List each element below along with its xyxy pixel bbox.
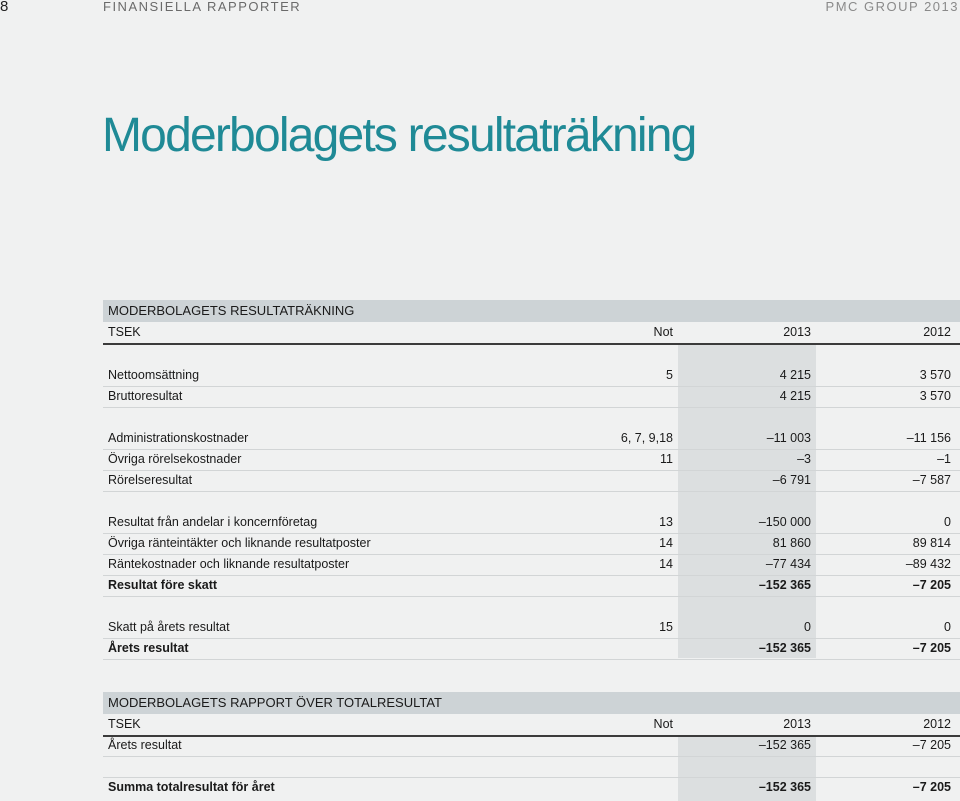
- row-value-2012: 0: [944, 620, 951, 634]
- table-heading: [103, 692, 960, 714]
- row-value-2013: 81 860: [772, 536, 811, 550]
- table-row: [103, 449, 960, 471]
- company-name: PMC GROUP 2013: [825, 0, 959, 14]
- row-value-2012: –11 156: [906, 431, 951, 445]
- column-header-row: [103, 714, 960, 737]
- column-header-not: Not: [653, 325, 673, 339]
- table-row: [103, 735, 960, 757]
- row-note: 14: [659, 557, 673, 571]
- table-heading: [103, 300, 960, 322]
- table-row: [103, 386, 960, 408]
- row-label: Resultat från andelar i koncernföretag: [108, 515, 318, 529]
- table-row: [103, 470, 960, 492]
- row-label: Övriga ränteintäkter och liknande resultatposter: [108, 536, 371, 550]
- row-label: Övriga rörelsekostnader: [108, 452, 242, 466]
- row-note: 6, 7, 9,18: [620, 431, 673, 445]
- column-header-2012: 2012: [923, 717, 951, 731]
- row-value-2013: 0: [804, 620, 811, 634]
- table-row: [103, 638, 960, 660]
- table-heading-text: MODERBOLAGETS RESULTATRÄKNING: [108, 303, 355, 318]
- row-value-2013: –152 365: [758, 641, 811, 655]
- section-name: FINANSIELLA RAPPORTER: [103, 0, 302, 14]
- row-value-2012: –7 587: [912, 473, 951, 487]
- table-row: [103, 777, 960, 798]
- row-label: Skatt på årets resultat: [108, 620, 230, 634]
- table-row: [103, 533, 960, 555]
- row-note: 5: [666, 368, 673, 382]
- row-value-2013: –11 003: [766, 431, 811, 445]
- table-row: [103, 428, 960, 450]
- column-header-label: TSEK: [108, 325, 141, 339]
- income-statement-table: [103, 300, 960, 658]
- column-header-2012: 2012: [923, 325, 951, 339]
- row-label: Resultat före skatt: [108, 578, 218, 592]
- row-value-2013: –77 434: [765, 557, 811, 571]
- column-header-label: TSEK: [108, 717, 141, 731]
- row-label: Årets resultat: [108, 641, 189, 655]
- row-value-2012: –1: [937, 452, 951, 466]
- column-header-row: [103, 322, 960, 345]
- column-header-2013: 2013: [783, 717, 811, 731]
- row-value-2012: –89 432: [905, 557, 951, 571]
- row-value-2013: –150 000: [758, 515, 811, 529]
- row-value-2012: –7 205: [912, 738, 951, 752]
- row-value-2013: 4 215: [779, 368, 811, 382]
- row-value-2013: –152 365: [758, 578, 811, 592]
- table-heading-text: MODERBOLAGETS RAPPORT ÖVER TOTALRESULTAT: [108, 695, 442, 710]
- row-value-2013: –152 365: [758, 738, 811, 752]
- column-header-not: Not: [653, 717, 673, 731]
- row-label: Administrationskostnader: [108, 431, 249, 445]
- row-value-2012: –7 205: [912, 780, 951, 794]
- row-value-2012: 89 814: [912, 536, 951, 550]
- table-row: [103, 512, 960, 534]
- row-label: Rörelseresultat: [108, 473, 193, 487]
- table-row: [103, 575, 960, 597]
- row-value-2013: –3: [797, 452, 811, 466]
- row-value-2012: –7 205: [912, 578, 951, 592]
- row-note: 11: [660, 452, 673, 466]
- table-row-spacer: [103, 756, 960, 778]
- table-row: [103, 365, 960, 387]
- row-label: Nettoomsättning: [108, 368, 200, 382]
- row-value-2013: –152 365: [758, 780, 811, 794]
- row-label: Årets resultat: [108, 738, 182, 752]
- row-value-2012: 0: [944, 515, 951, 529]
- row-label: Summa totalresultat för året: [108, 780, 275, 794]
- row-value-2013: –6 791: [772, 473, 811, 487]
- row-value-2013: 4 215: [779, 389, 811, 403]
- table-row: [103, 617, 960, 639]
- comprehensive-income-table: [103, 692, 960, 801]
- row-note: 14: [659, 536, 673, 550]
- row-label: Bruttoresultat: [108, 389, 183, 403]
- row-value-2012: –7 205: [912, 641, 951, 655]
- page-header: [0, 0, 960, 14]
- row-note: 15: [659, 620, 673, 634]
- row-value-2012: 3 570: [919, 389, 951, 403]
- row-value-2012: 3 570: [919, 368, 951, 382]
- page-number: 8: [0, 0, 9, 15]
- column-header-2013: 2013: [783, 325, 811, 339]
- row-note: 13: [659, 515, 673, 529]
- page-title: Moderbolagets resultaträkning: [102, 109, 696, 162]
- row-label: Räntekostnader och liknande resultatposter: [108, 557, 350, 571]
- table-row: [103, 554, 960, 576]
